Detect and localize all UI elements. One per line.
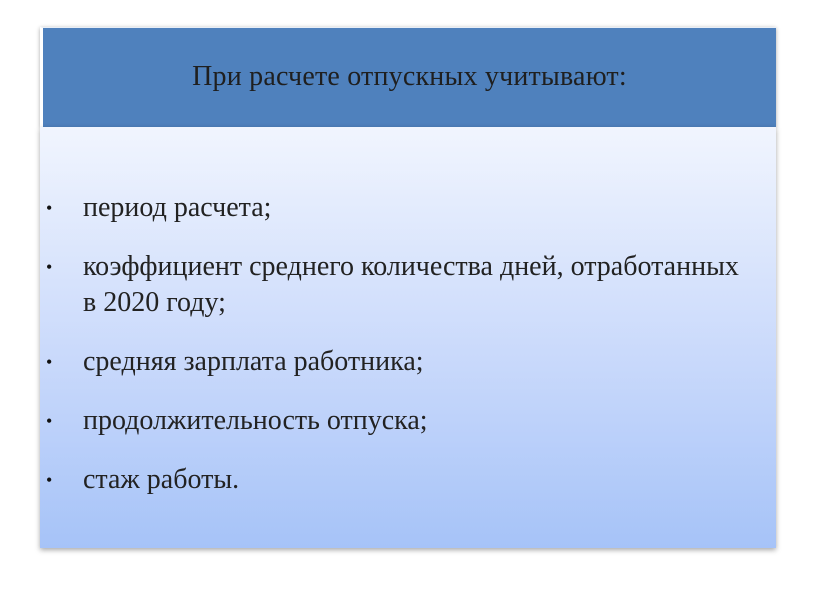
list-item: [40, 190, 740, 226]
list-item: [40, 344, 740, 380]
slide-title: При расчете отпускных учитывают:: [192, 61, 627, 92]
bullet-icon: •: [46, 198, 53, 218]
list-item-text: стаж работы.: [83, 464, 240, 495]
list-item-text: период расчета;: [83, 192, 272, 223]
bullet-list: [40, 190, 740, 521]
content-panel: [40, 127, 776, 548]
list-item-text: коэффициент среднего количества дней, отработанных в 2020 году;: [83, 251, 739, 318]
bullet-icon: •: [46, 352, 53, 372]
list-item: [40, 249, 740, 321]
bullet-icon: •: [46, 257, 53, 277]
list-item-text: средняя зарплата работника;: [83, 346, 424, 377]
bullet-icon: •: [46, 470, 53, 490]
bullet-icon: •: [46, 411, 53, 431]
title-banner: [40, 27, 776, 127]
list-item: [40, 403, 740, 439]
list-item: [40, 462, 740, 498]
list-item-text: продолжительность отпуска;: [83, 405, 428, 436]
